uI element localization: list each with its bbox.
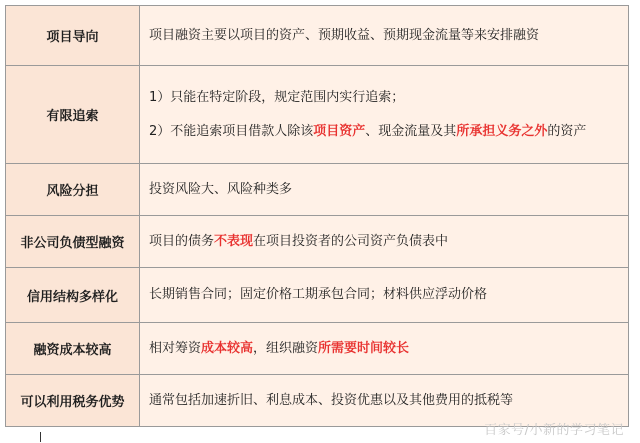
highlighted-text: 不表现 [214, 233, 254, 249]
table-row [6, 323, 629, 375]
row-label: 信用结构多样化 [6, 268, 140, 323]
row-content [140, 268, 629, 323]
content-line [149, 88, 622, 108]
content-text: ，组织融资 [253, 340, 319, 356]
highlighted-text: 项目资产 [313, 123, 366, 139]
project-finance-features-table [5, 5, 629, 427]
row-content [140, 216, 629, 268]
content-text: 、现金流量及其 [365, 123, 457, 139]
table-row [6, 164, 629, 216]
content-line [149, 339, 622, 359]
highlighted-text: 所承担义务之外 [456, 123, 548, 139]
row-label: 有限追索 [6, 66, 140, 164]
content-line [149, 122, 622, 142]
highlighted-text: 成本较高 [201, 340, 254, 356]
content-text: 在项目投资者的公司资产负债表中 [253, 233, 449, 249]
row-label: 项目导向 [6, 6, 140, 66]
content-text: 相对筹资 [149, 340, 202, 356]
row-content [140, 6, 629, 66]
content-line [149, 285, 622, 305]
content-text: 2）不能追索项目借款人除该 [149, 123, 314, 139]
content-line [149, 180, 622, 200]
row-label: 风险分担 [6, 164, 140, 216]
content-line [149, 232, 622, 252]
table-row [6, 216, 629, 268]
content-text: 项目的债务 [149, 233, 215, 249]
row-content [140, 164, 629, 216]
content-text: 1）只能在特定阶段，规定范围内实行追索； [149, 89, 405, 105]
watermark-text: 百家号/小新的学习笔记 [484, 423, 624, 438]
text-cursor-mark [40, 432, 41, 442]
table-row [6, 6, 629, 66]
content-line [149, 391, 622, 411]
table-row [6, 268, 629, 323]
row-label: 非公司负债型融资 [6, 216, 140, 268]
content-text: 长期销售合同；固定价格工期承包合同；材料供应浮动价格 [149, 287, 488, 302]
table-row [6, 66, 629, 164]
content-line [149, 26, 622, 46]
row-label: 可以利用税务优势 [6, 375, 140, 427]
content-text: 通常包括加速折旧、利息成本、投资优惠以及其他费用的抵税等 [149, 392, 514, 408]
row-content [140, 323, 629, 375]
highlighted-text: 所需要时间较长 [318, 340, 410, 356]
row-label: 融资成本较高 [6, 323, 140, 375]
row-content [140, 66, 629, 164]
content-text: 投资风险大、风险种类多 [149, 181, 293, 197]
content-text: 的资产 [547, 123, 587, 139]
content-text: 项目融资主要以项目的资产、预期收益、预期现金流量等来安排融资 [149, 27, 540, 43]
